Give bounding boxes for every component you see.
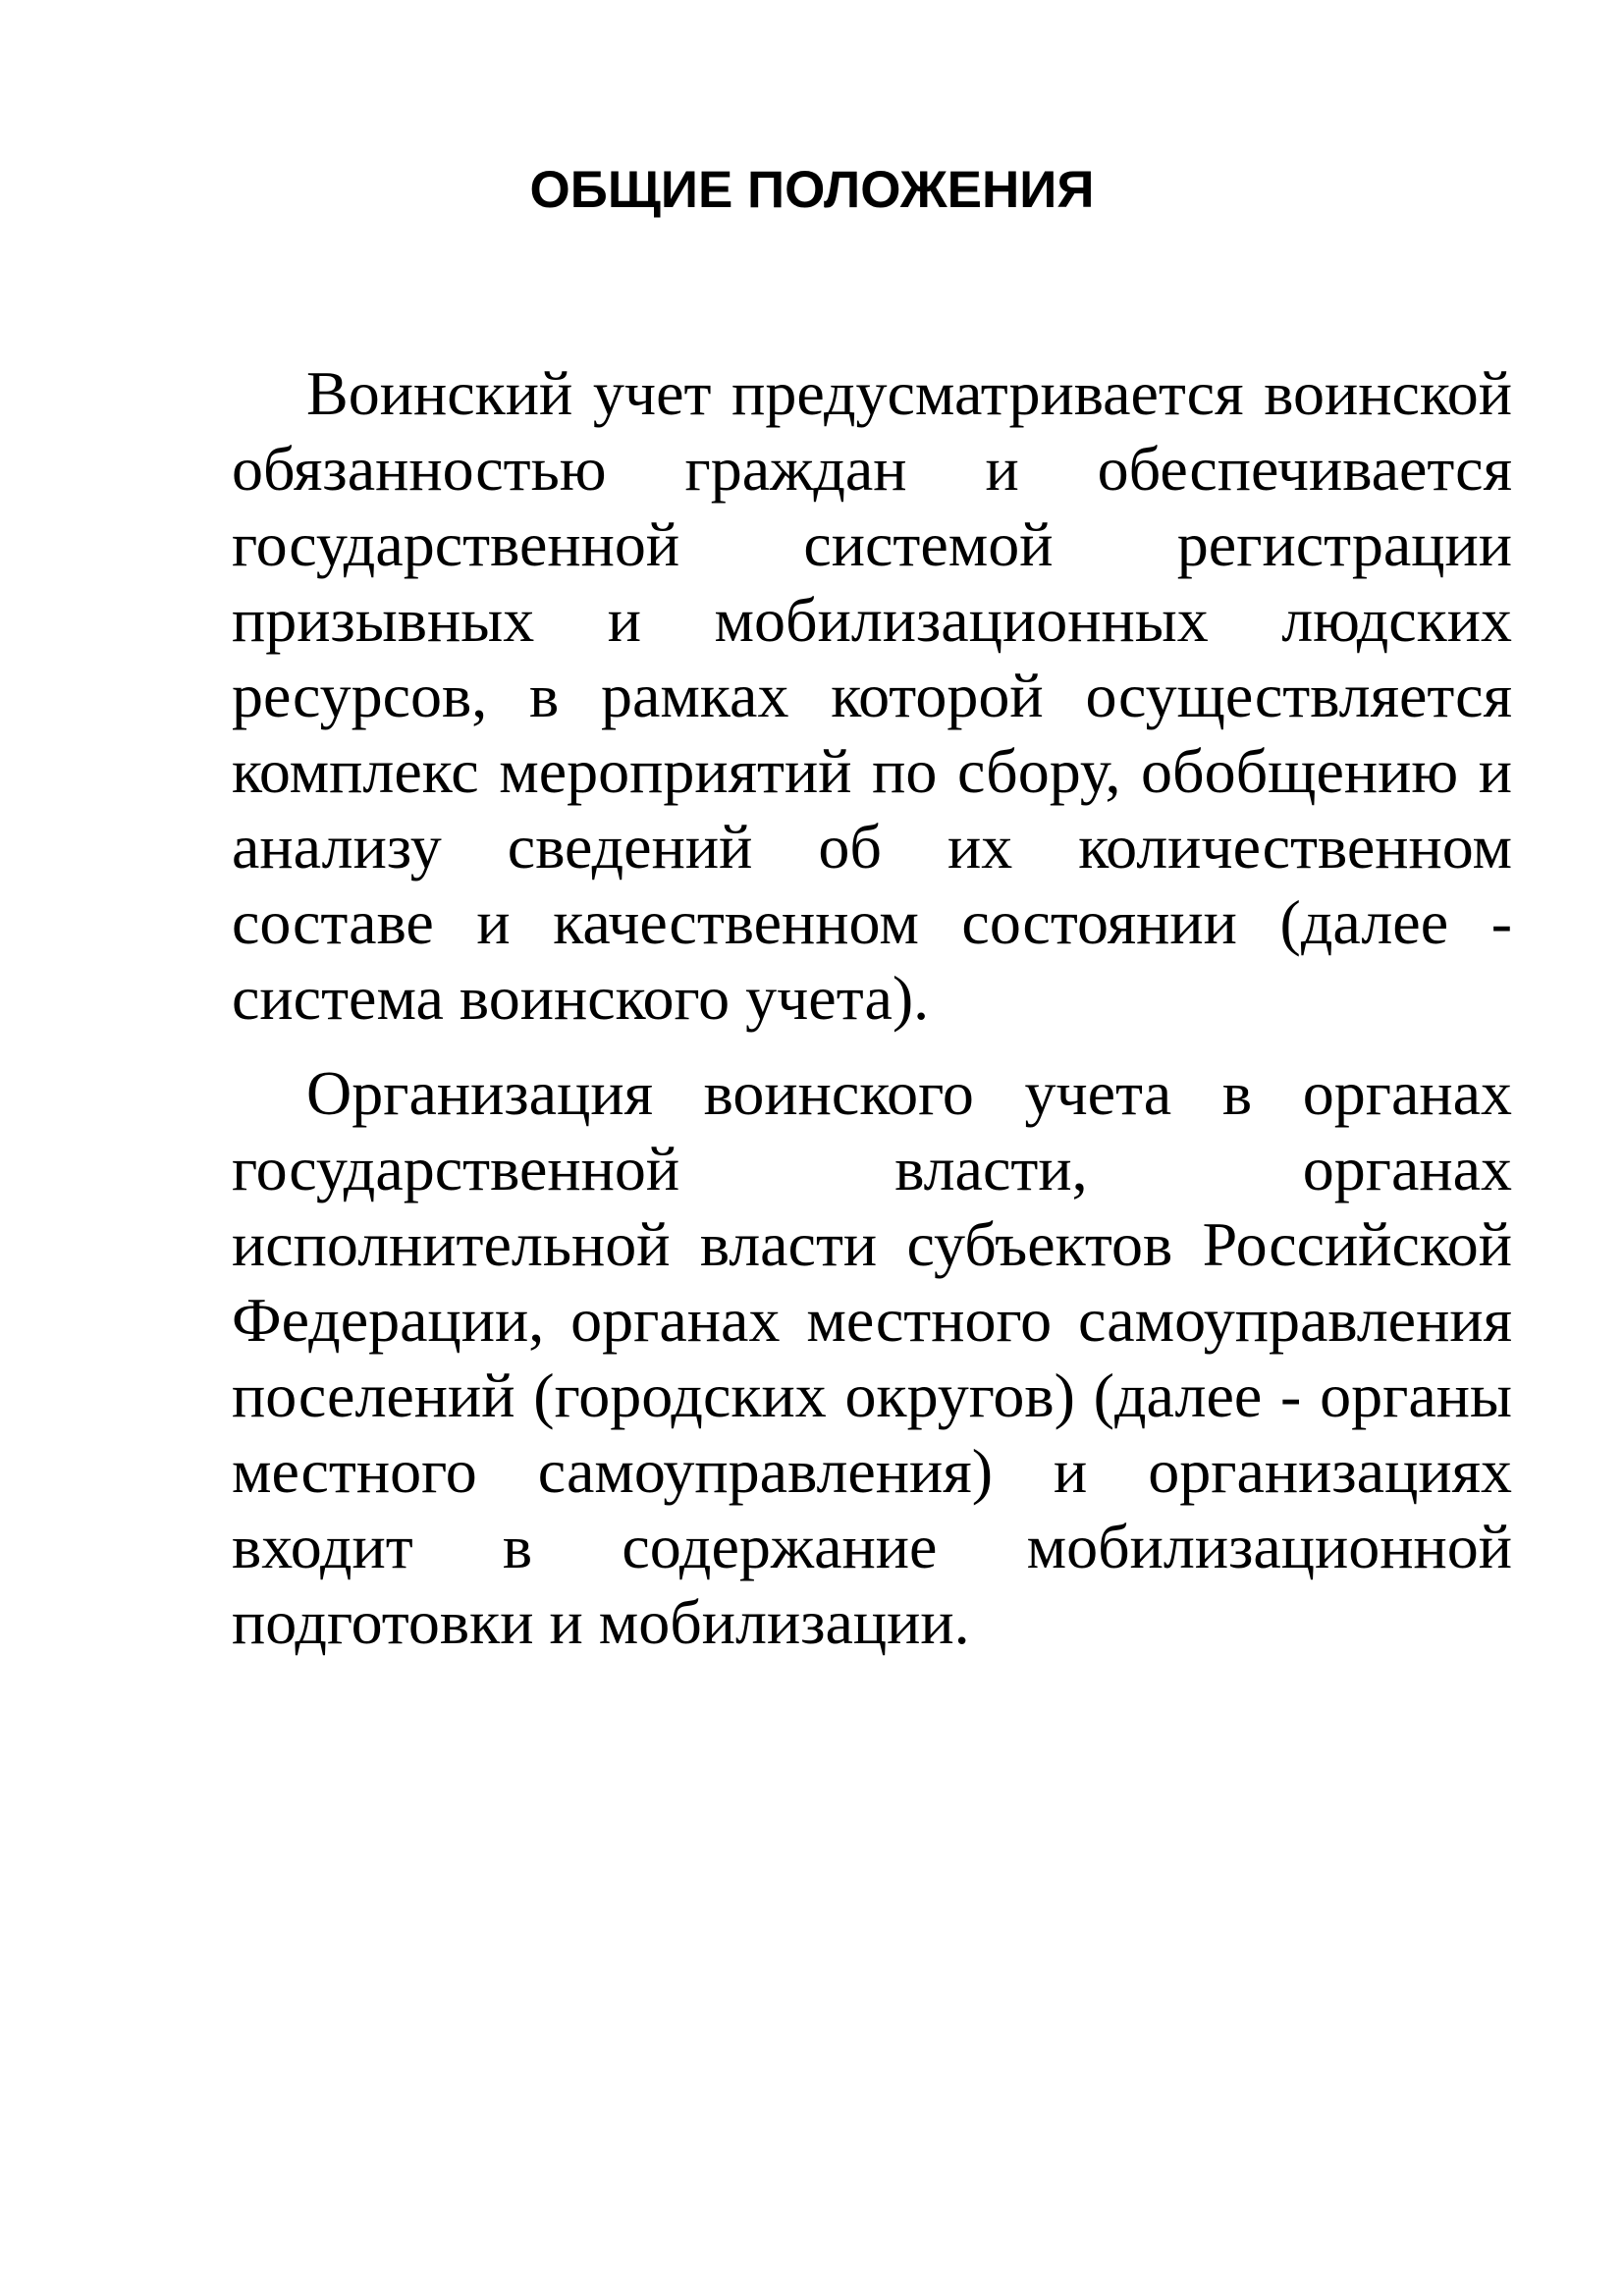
paragraph-military-registration: Воинский учет предусматривается воинской обязанностью граждан и обеспечивается государственной системой регистрации призывных и мобилизационных людских ресурсов, в рамках которой осуществляется комплекс мероприятий по сбору, обобщению и анализу сведений об их количественном составе и качественном состоянии (далее - система воинского учета). [232, 358, 1512, 1033]
page-title: ОБЩИЕ ПОЛОЖЕНИЯ [529, 161, 1095, 219]
paragraph-registration-organization: Организация воинского учета в органах государственной власти, органах исполнительной власти субъектов Российской Федерации, органах местного самоуправления поселений (городских округов) (далее - органы местного самоуправления) и организациях входит в содержание мобилизационной подготовки и мобилизации. [232, 1058, 1512, 1657]
document-body [232, 355, 1512, 1660]
